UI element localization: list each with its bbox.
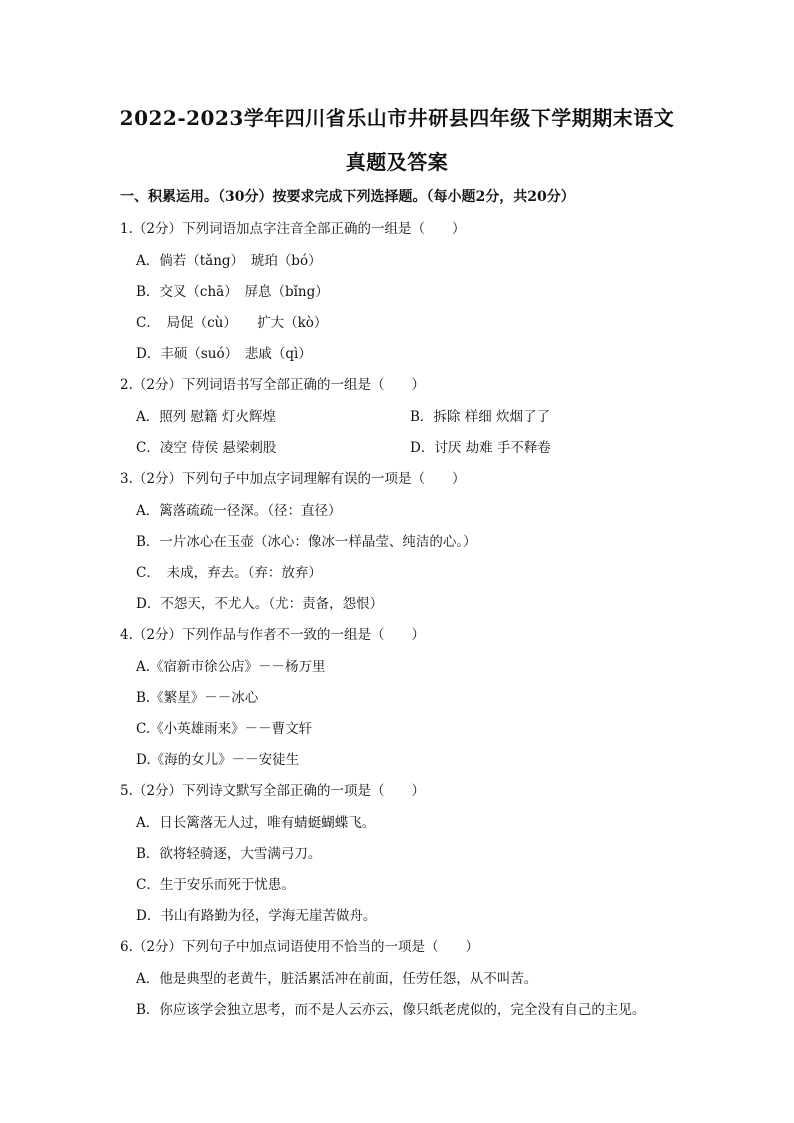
- question-3-option-b: B．一片冰心在玉壶（冰心：像冰一样晶莹、纯洁的心。）: [136, 534, 477, 550]
- question-5-stem: 5.（2分）下列诗文默写全部正确的一项是（ ）: [120, 783, 425, 799]
- question-2-option-a: A．照列 慰籍 灯火辉煌: [136, 409, 276, 425]
- question-4-option-b: B.《繁星》－－冰心: [136, 690, 259, 706]
- document-title-line-2: 真题及答案: [345, 150, 449, 174]
- question-5-option-a: A．日长篱落无人过，唯有蜻蜓蝴蝶飞。: [136, 815, 376, 831]
- question-2-option-b: B．拆除 样细 炊烟了了: [410, 409, 551, 425]
- question-2-option-d: D．讨厌 劫难 手不释卷: [410, 440, 551, 456]
- question-5-option-b: B．欲将轻骑逐，大雪满弓刀。: [136, 846, 322, 862]
- question-3-option-a: A．篱落疏疏一径深。（径：直径）: [136, 503, 342, 519]
- question-3-stem: 3.（2分）下列句子中加点字词理解有误的一项是（ ）: [120, 471, 466, 487]
- question-5-option-c: C．生于安乐而死于忧患。: [136, 877, 295, 893]
- question-2-option-c: C．凌空 侍侯 悬梁刺股: [136, 440, 277, 456]
- question-1-option-d: D．丰硕（suó） 悲戚（qì）: [136, 346, 312, 362]
- question-1-option-b: B．交叉（chā） 屏息（bǐng）: [136, 284, 329, 300]
- question-6-option-b: B．你应该学会独立思考，而不是人云亦云，像只纸老虎似的，完全没有自己的主见。: [136, 1002, 646, 1018]
- question-1-option-c: C． 局促（cù） 扩大（kò）: [136, 315, 328, 331]
- question-5-option-d: D．书山有路勤为径，学海无崖苦做舟。: [136, 908, 377, 924]
- question-1-stem: 1.（2分）下列词语加点字注音全部正确的一组是（ ）: [120, 221, 466, 237]
- question-3-option-d: D．不怨天，不尤人。（尤：责备，怨恨）: [136, 596, 384, 612]
- question-1-option-a: A．倘若（tǎng） 琥珀（bó）: [136, 253, 322, 269]
- section-heading: 一、积累运用。（30分）按要求完成下列选择题。（每小题2分，共20分）: [120, 189, 575, 205]
- document-title-line-1: 2022-2023学年四川省乐山市井研县四年级下学期期末语文: [119, 106, 675, 130]
- question-2-stem: 2.（2分）下列词语书写全部正确的一组是（ ）: [120, 377, 425, 393]
- question-4-option-d: D.《海的女儿》－－安徒生: [136, 752, 300, 768]
- question-4-stem: 4.（2分）下列作品与作者不一致的一组是（ ）: [120, 627, 425, 643]
- question-6-stem: 6.（2分）下列句子中加点词语使用不恰当的一项是（ ）: [120, 939, 479, 955]
- question-4-option-a: A.《宿新市徐公店》－－杨万里: [136, 659, 326, 675]
- question-6-option-a: A．他是典型的老黄牛，脏活累活冲在前面，任劳任怨，从不叫苦。: [136, 971, 538, 987]
- question-4-option-c: C.《小英雄雨来》－－曹文轩: [136, 721, 313, 737]
- question-3-option-c: C． 未成，弃去。（弃：放弃）: [136, 565, 322, 581]
